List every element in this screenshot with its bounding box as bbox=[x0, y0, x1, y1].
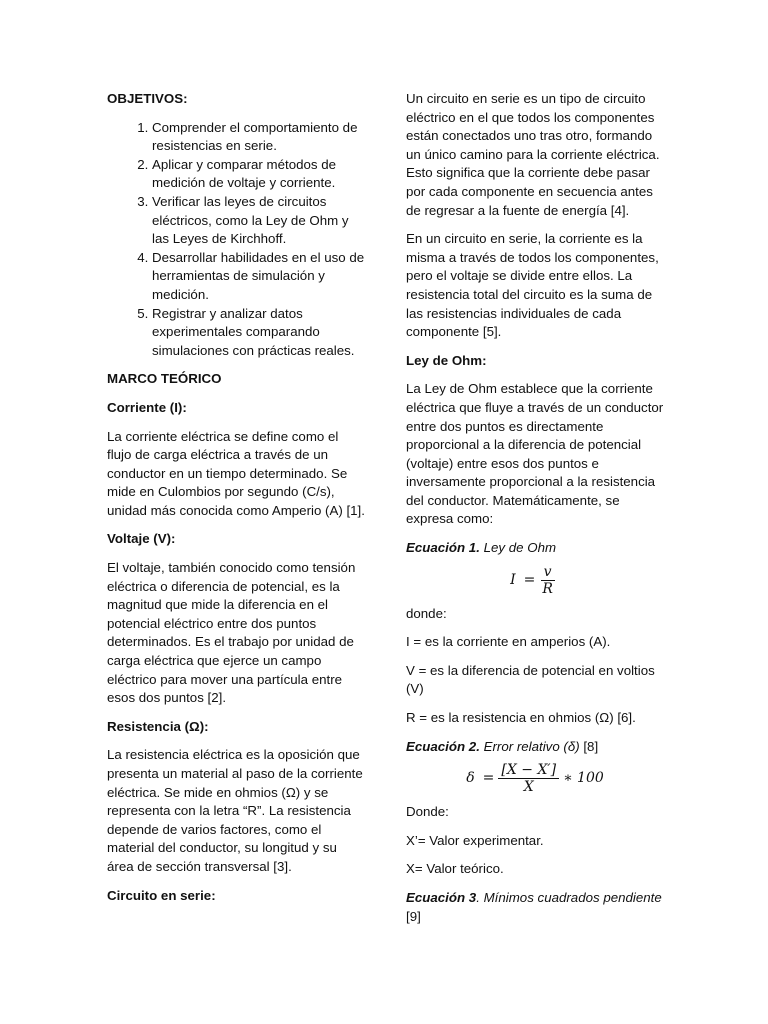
eq1-numerator: v bbox=[541, 564, 555, 581]
definition-x: X= Valor teórico. bbox=[406, 861, 504, 877]
eq2-denominator: X bbox=[523, 779, 534, 796]
equation-1-formula bbox=[406, 564, 664, 597]
objectives-heading: OBJETIVOS: bbox=[107, 91, 188, 106]
corriente-heading: Corriente (I): bbox=[107, 399, 187, 415]
eq1-fraction bbox=[539, 564, 556, 597]
resistencia-paragraph: La resistencia eléctrica es la oposición que presenta un material al paso de la corriente eléctrica. Se mide en ohmios (Ω) y se representa con la letra “R”. La resistencia depende de varios factores, como el material del conductor, su longitud y su área de sección transversal [3]. bbox=[107, 747, 363, 874]
ley-ohm-heading: Ley de Ohm: bbox=[406, 352, 487, 368]
left-column bbox=[107, 90, 365, 915]
objective-item: 4. Desarrollar habilidades en el uso de herramientas de simulación y medición. bbox=[152, 249, 365, 305]
equation-2-formula bbox=[406, 762, 664, 795]
equation-2-caption bbox=[406, 738, 664, 757]
marco-teorico-heading: MARCO TEÓRICO bbox=[107, 371, 222, 387]
eq2-tail: ∗ 100 bbox=[563, 770, 604, 787]
voltaje-paragraph: El voltaje, también conocido como tensión eléctrica o diferencia de potencial, es la magnitud que mide la diferencia en el potencial eléctrico entre dos puntos determinados. Es el trabajo por unidad de carga eléctrica que ejerce un campo eléctrico para mover una partícula entre esos dos puntos [2]. bbox=[107, 560, 356, 706]
definition-i: I = es la corriente en amperios (A). bbox=[406, 634, 611, 650]
objective-item: 1. Comprender el comportamiento de resistencias en serie. bbox=[152, 119, 365, 156]
ley-ohm-paragraph: La Ley de Ohm establece que la corriente eléctrica que fluye a través de un conductor entre dos puntos es directamente proporcional a la diferencia de potencial (voltaje) entre esos dos puntos e inversamente proporcional a la resistencia del conductor. Matemáticamente, se expresa como: bbox=[406, 381, 664, 527]
equation-2-ref: [8] bbox=[583, 738, 599, 754]
eq1-denominator: R bbox=[542, 580, 553, 597]
definition-r: R = es la resistencia en ohmios (Ω) [6]. bbox=[406, 710, 636, 726]
circuito-serie-heading: Circuito en serie: bbox=[107, 887, 216, 903]
definition-v: V = es la diferencia de potencial en voltios (V) bbox=[406, 662, 655, 697]
serie-paragraph-2: En un circuito en serie, la corriente es la misma a través de todos los componentes, pero el voltaje se divide entre ellos. La resistencia total del circuito es la suma de las resistencias individuales de cada componente [5]. bbox=[406, 231, 659, 340]
donde-label: donde: bbox=[406, 605, 447, 621]
equation-2-number: Ecuación 2. bbox=[406, 738, 480, 754]
eq2-fraction bbox=[498, 762, 559, 795]
objectives-list bbox=[107, 119, 365, 361]
eq2-numerator: [X − X′] bbox=[498, 762, 559, 779]
equation-3-number: Ecuación 3 bbox=[406, 890, 477, 905]
resistencia-heading: Resistencia (Ω): bbox=[107, 718, 209, 734]
objective-item: 3. Verificar las leyes de circuitos eléctricos, como la Ley de Ohm y las Leyes de Kirchhoff. bbox=[152, 193, 365, 249]
equation-1-number: Ecuación 1. bbox=[406, 540, 480, 556]
serie-paragraph-1: Un circuito en serie es un tipo de circuito eléctrico en el que todos los componentes están conectados uno tras otro, formando un único camino para la corriente eléctrica. Esto significa que la corriente debe pasar por cada componente en secuencia antes de regresar a la fuente de energía [4]. bbox=[406, 91, 660, 218]
eq2-equals: = bbox=[482, 770, 495, 787]
equation-2-name: Error relativo (δ) bbox=[483, 738, 580, 754]
corriente-paragraph: La corriente eléctrica se define como el flujo de carga eléctrica a través de un conductor en un tiempo determinado. Se mide en Culombios por segundo (C/s), unidad más conocida como Amperio (A) [1]. bbox=[107, 428, 365, 518]
equation-3-name: . Mínimos cuadrados pendiente bbox=[476, 890, 662, 905]
donde-label-2: Donde: bbox=[406, 804, 449, 820]
equation-1-caption bbox=[406, 539, 664, 558]
voltaje-heading: Voltaje (V): bbox=[107, 531, 176, 547]
right-column bbox=[406, 90, 664, 936]
eq2-lhs: δ bbox=[466, 770, 475, 787]
equation-3-ref: [9] bbox=[406, 908, 421, 924]
eq1-lhs: I bbox=[510, 571, 516, 588]
equation-3-caption bbox=[406, 889, 664, 908]
definition-x-prime: X’= Valor experimentar. bbox=[406, 832, 544, 848]
equation-1-name: Ley de Ohm bbox=[483, 540, 557, 556]
objective-item: 2. Aplicar y comparar métodos de medición de voltaje y corriente. bbox=[152, 156, 365, 193]
eq1-equals: = bbox=[523, 571, 536, 588]
objective-item: 5. Registrar y analizar datos experimentales comparando simulaciones con prácticas reales. bbox=[152, 305, 365, 361]
